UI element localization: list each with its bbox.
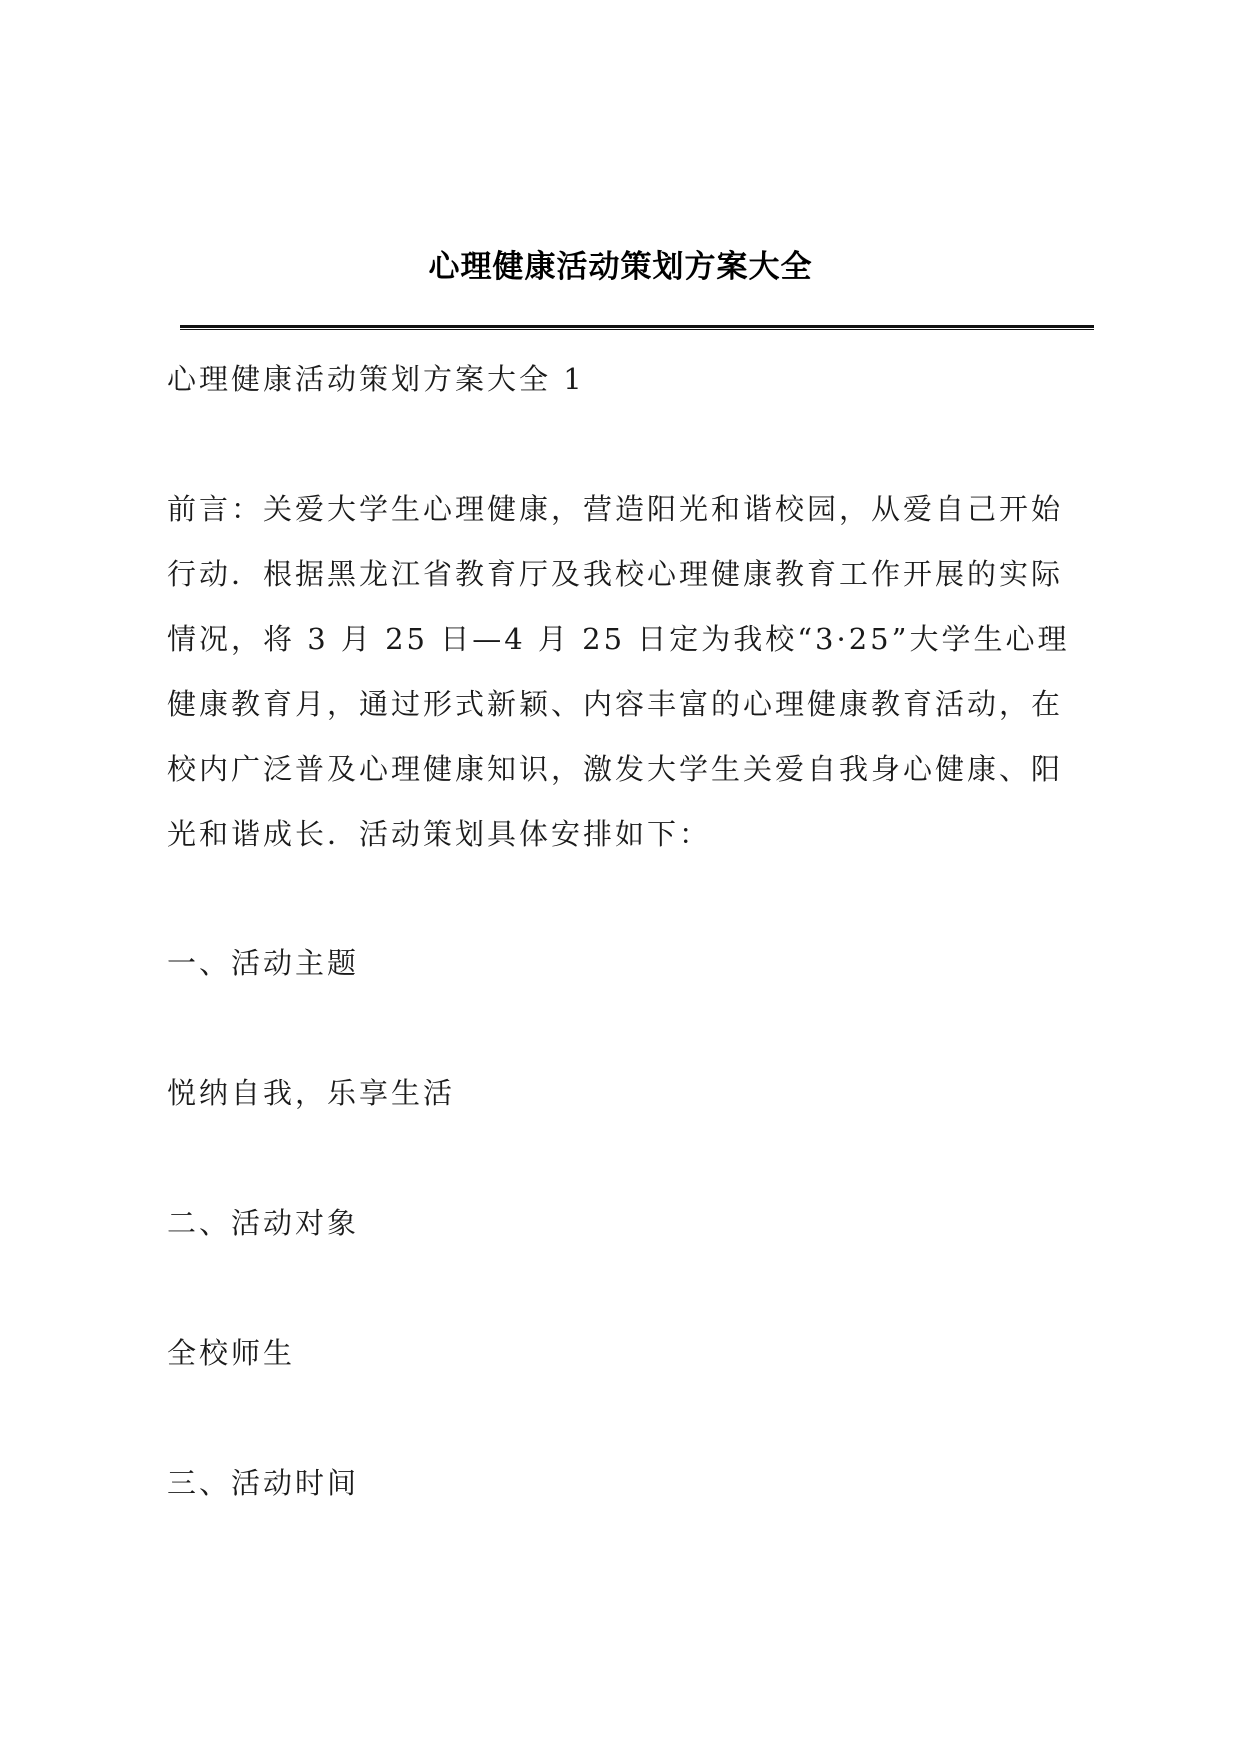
intro-line: 健康教育月，通过形式新颖、内容丰富的心理健康教育活动，在: [167, 687, 1064, 721]
section-body-theme: 悦纳自我，乐享生活: [167, 1076, 456, 1110]
intro-line: 情况，将 3 月 25 日—4 月 25 日定为我校“3·25”大学生心理: [167, 622, 1070, 656]
document-subtitle: 心理健康活动策划方案大全 1: [167, 362, 585, 396]
intro-line: 前言：关爱大学生心理健康，营造阳光和谐校园，从爱自己开始: [167, 492, 1064, 526]
section-body-audience: 全校师生: [167, 1336, 296, 1370]
document-title: 心理健康活动策划方案大全: [428, 249, 813, 285]
section-heading-theme: 一、活动主题: [167, 946, 360, 980]
section-heading-time: 三、活动时间: [167, 1466, 360, 1500]
title-double-rule: [180, 325, 1094, 330]
intro-line: 校内广泛普及心理健康知识，激发大学生关爱自我身心健康、阳: [167, 752, 1064, 786]
intro-line: 光和谐成长．活动策划具体安排如下：: [167, 817, 712, 851]
intro-paragraph: [167, 477, 1097, 867]
intro-line: 行动．根据黑龙江省教育厅及我校心理健康教育工作开展的实际: [167, 557, 1064, 591]
section-heading-audience: 二、活动对象: [167, 1206, 360, 1240]
